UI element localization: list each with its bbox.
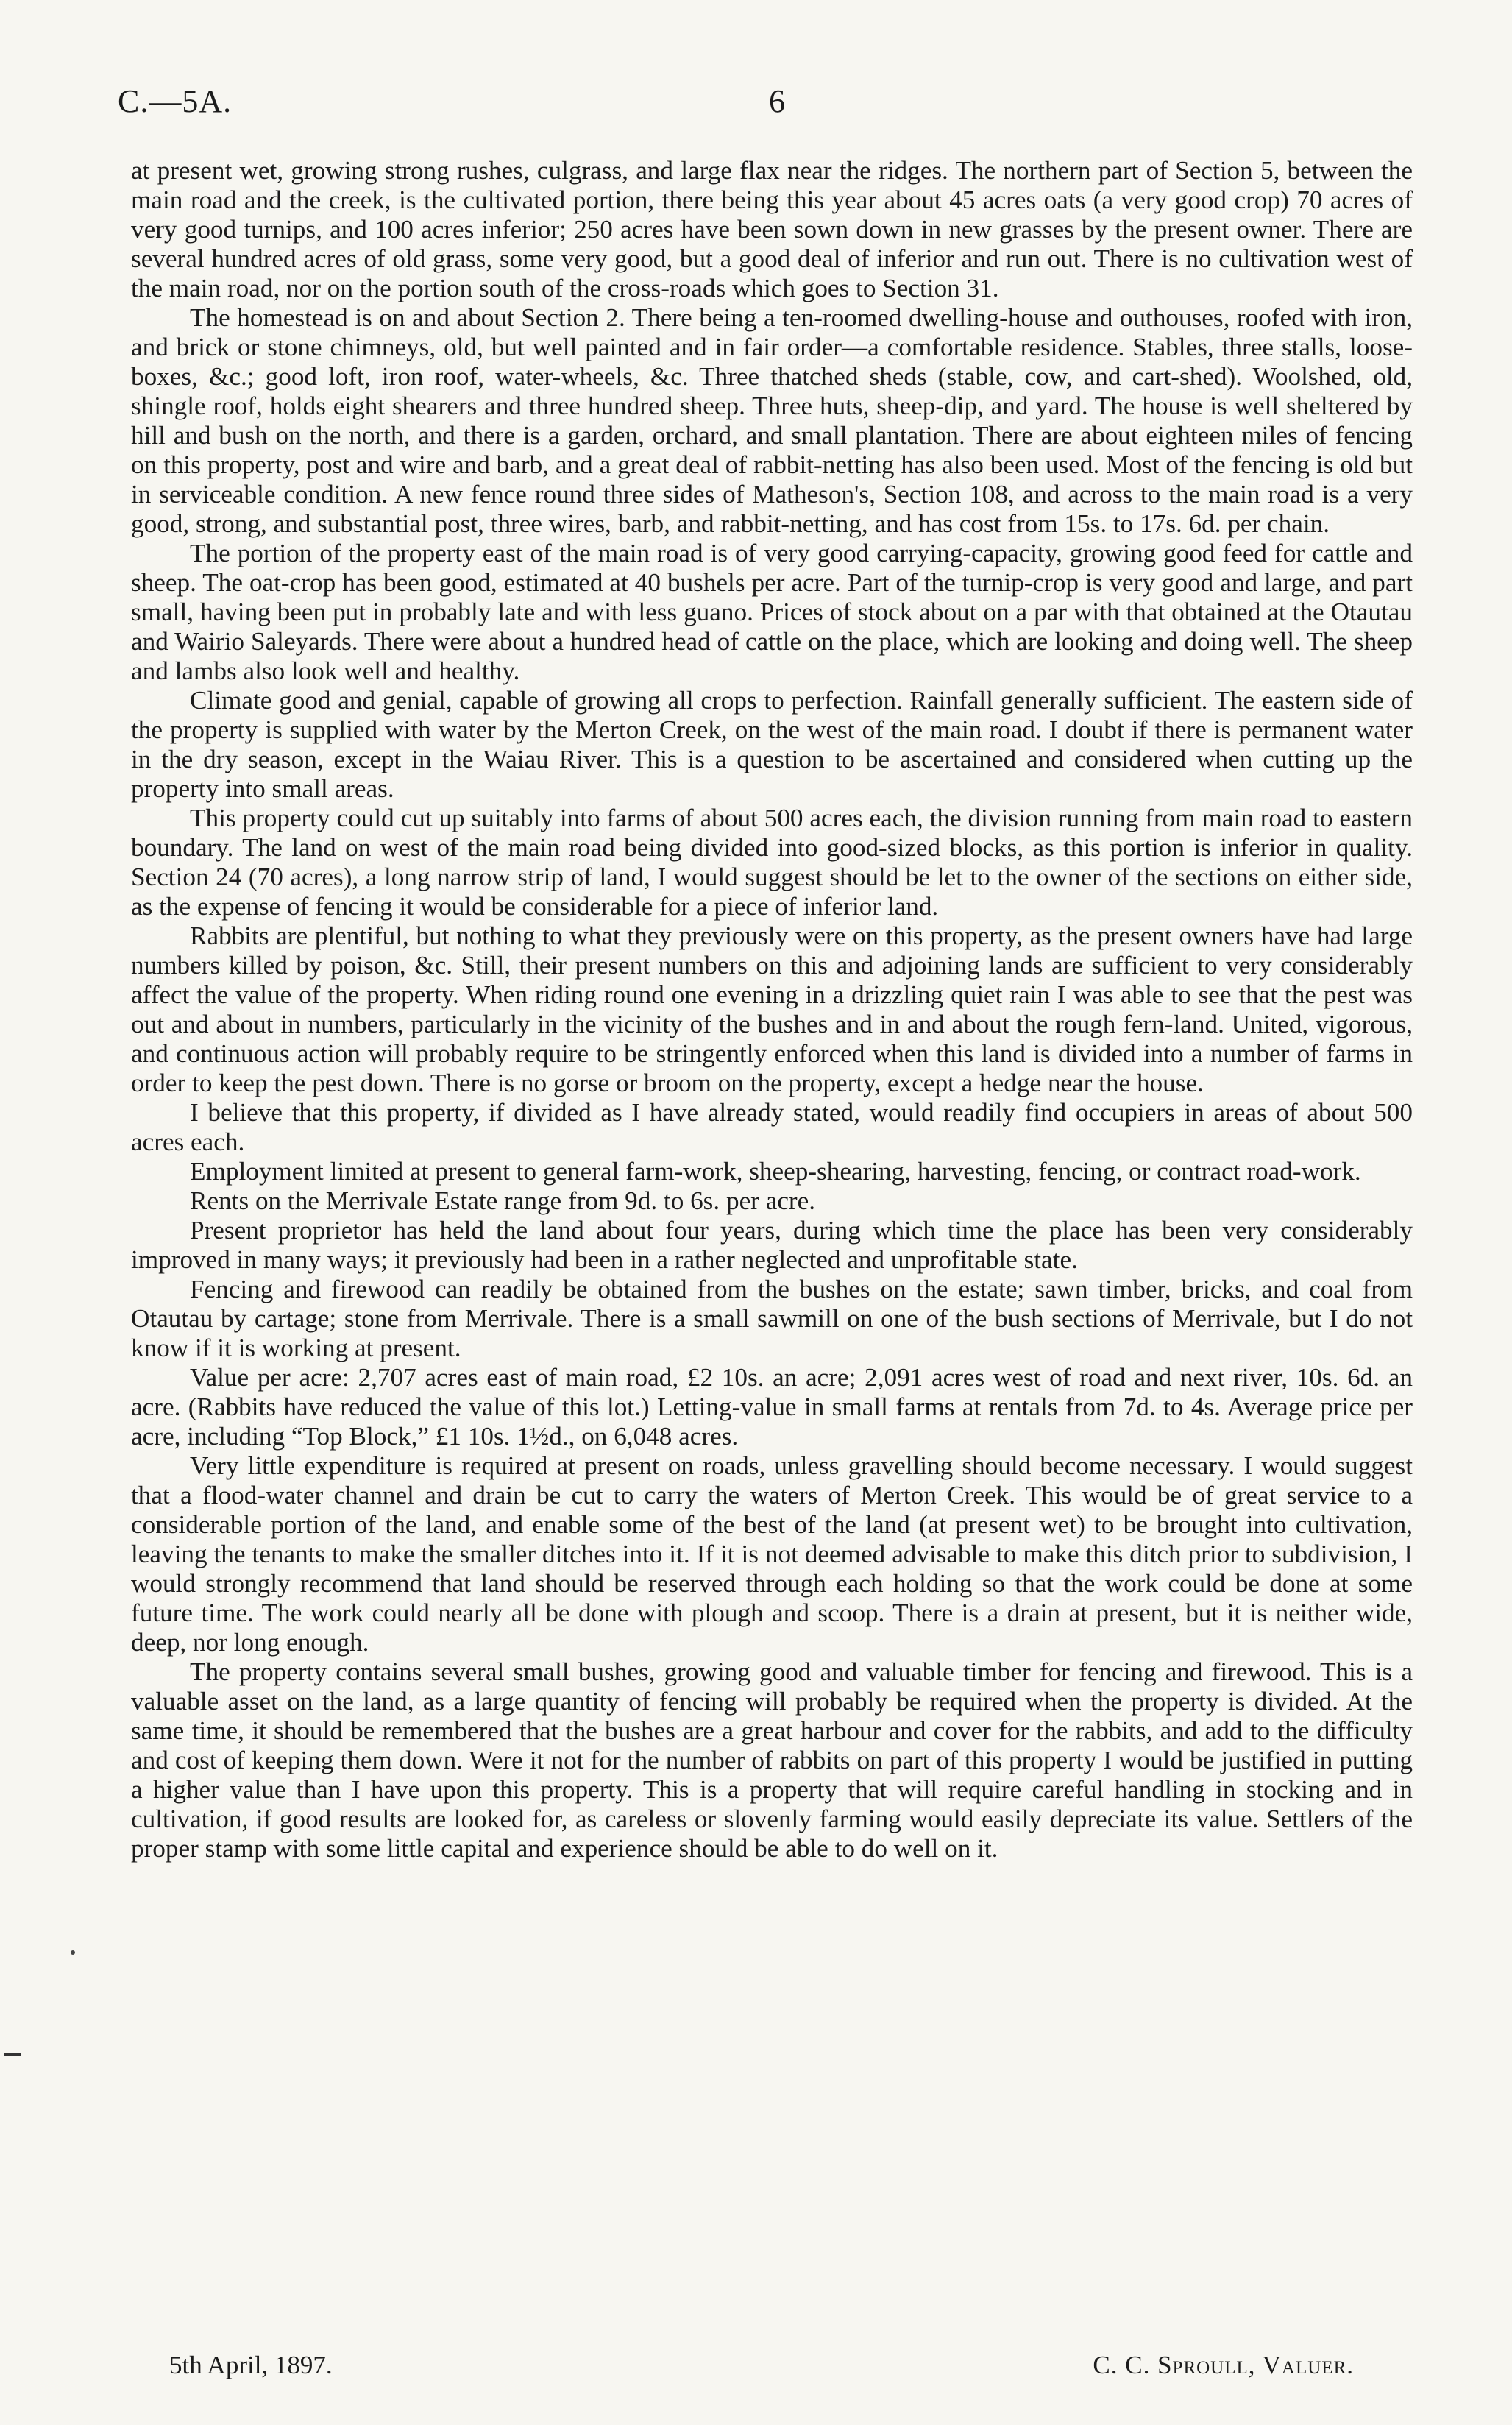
- margin-dot: [71, 1950, 75, 1955]
- paragraph: Present proprietor has held the land about four years, during which time the place has been very considerably improved in many ways; it previously had been in a rather neglected and unprofitable state.: [131, 1216, 1413, 1274]
- paragraph: Employment limited at present to general farm-work, sheep-shearing, harvesting, fencing, or contract road-work.: [190, 1157, 1361, 1186]
- paragraph: Fencing and firewood can readily be obtained from the bushes on the estate; sawn timber, bricks, and coal from Otautau by cartage; stone from Merrivale. There is a small sawmill on one of the bush sections of Merrivale, but I do not know if it is working at present.: [131, 1275, 1413, 1362]
- paragraph: at present wet, growing strong rushes, culgrass, and large flax near the ridges. The northern part of Section 5, between the main road and the creek, is the cultivated portion, there being this year about 45 acres oats (a very good crop) 70 acres of very good turnips, and 100 acres inferior; 250 acres have been sown down in new grasses by the present owner. There are several hundred acres of old grass, some very good, but a good deal of inferior and run out. There is no cultivation west of the main road, nor on the portion south of the cross-roads which goes to Section 31.: [131, 156, 1413, 302]
- paragraph: Very little expenditure is required at present on roads, unless gravelling should become necessary. I would suggest that a flood-water channel and drain be cut to carry the waters of Merton Creek. This would be of great service to a considerable portion of the land, and enable some of the best of the land (at present wet) to be brought into cultivation, leaving the tenants to make the smaller ditches into it. If it is not deemed advisable to make this ditch prior to subdivision, I would strongly recommend that land should be reserved through each holding so that the work could be done at some future time. The work could nearly all be done with plough and scoop. There is a drain at present, but it is neither wide, deep, nor long enough.: [131, 1451, 1413, 1657]
- report-date: 5th April, 1897.: [169, 2351, 333, 2379]
- paragraph: Value per acre: 2,707 acres east of main road, £2 10s. an acre; 2,091 acres west of road and next river, 10s. 6d. an acre. (Rabbits have reduced the value of this lot.) Letting-value in small farms at rentals from 7d. to 4s. Average price per acre, including “Top Block,” £1 10s. 1½d., on 6,048 acres.: [131, 1363, 1413, 1451]
- document-code: C.—5A.: [118, 83, 233, 119]
- paragraph: Climate good and genial, capable of growing all crops to perfection. Rainfall generally sufficient. The eastern side of the property is supplied with water by the Merton Creek, on the west of the main road. I doubt if there is permanent water in the dry season, except in the Waiau River. This is a question to be ascertained and considered when cutting up the property into small areas.: [131, 686, 1413, 803]
- paragraph: Rents on the Merrivale Estate range from 9d. to 6s. per acre.: [190, 1186, 816, 1215]
- page-header: [118, 82, 1394, 127]
- paragraph: The portion of the property east of the main road is of very good carrying-capacity, growing good feed for cattle and sheep. The oat-crop has been good, estimated at 40 bushels per acre. Part of the turnip-crop is very good and large, and part small, having been put in probably late and with less guano. Prices of stock about on a par with that obtained at the Otautau and Wairio Saleyards. There were about a hundred head of cattle on the place, which are looking and doing well. The sheep and lambs also look well and healthy.: [131, 539, 1413, 685]
- paragraph: The homestead is on and about Section 2. There being a ten-roomed dwelling-house and outhouses, roofed with iron, and brick or stone chimneys, old, but well painted and in fair order—a comfortable residence. Stables, three stalls, loose-boxes, &c.; good loft, iron roof, water-wheels, &c. Three thatched sheds (stable, cow, and cart-shed). Woolshed, old, shingle roof, holds eight shearers and three hundred sheep. Three huts, sheep-dip, and yard. The house is well sheltered by hill and bush on the north, and there is a garden, orchard, and small plantation. There are about eighteen miles of fencing on this property, post and wire and barb, and a great deal of rabbit-netting has also been used. Most of the fencing is old but in serviceable condition. A new fence round three sides of Matheson's, Section 108, and across to the main road is a very good, strong, and substantial post, three wires, barb, and rabbit-netting, and has cost from 15s. to 17s. 6d. per chain.: [131, 303, 1413, 538]
- paragraph: The property contains several small bushes, growing good and valuable timber for fencing and firewood. This is a valuable asset on the land, as a large quantity of fencing will probably be required when the property is divided. At the same time, it should be remembered that the bushes are a great harbour and cover for the rabbits, and add to the difficulty and cost of keeping them down. Were it not for the number of rabbits on part of this property I would be justified in putting a higher value than I have upon this property. This is a property that will require careful handling in stocking and in cultivation, if good results are looked for, as careless or slovenly farming would easily depreciate its value. Settlers of the proper stamp with some little capital and experience should be able to do well on it.: [131, 1657, 1413, 1863]
- paragraph: I believe that this property, if divided as I have already stated, would readily find occupiers in areas of about 500 acres each.: [131, 1098, 1413, 1156]
- margin-mark: [4, 2053, 21, 2056]
- page-footer: [169, 2351, 1354, 2387]
- paragraph: This property could cut up suitably into farms of about 500 acres each, the division running from main road to eastern boundary. The land on west of the main road being divided into good-sized blocks, as this portion is inferior in quality. Section 24 (70 acres), a long narrow strip of land, I would suggest should be let to the owner of the sections on either side, as the expense of fencing it would be considerable for a piece of inferior land.: [131, 804, 1413, 921]
- report-body: [131, 156, 1413, 1863]
- page-number: 6: [769, 83, 785, 119]
- paragraph: Rabbits are plentiful, but nothing to what they previously were on this property, as the present owners have had large numbers killed by poison, &c. Still, their present numbers on this and adjoining lands are sufficient to very considerably affect the value of the property. When riding round one evening in a drizzling quiet rain I was able to see that the pest was out and about in numbers, particularly in the vicinity of the bushes and in and about the rough fern-land. United, vigorous, and continuous action will probably require to be stringently enforced when this land is divided into a number of farms in order to keep the pest down. There is no gorse or broom on the property, except a hedge near the house.: [131, 921, 1413, 1097]
- valuer-signature: C. C. Sproull, Valuer.: [1093, 2351, 1354, 2379]
